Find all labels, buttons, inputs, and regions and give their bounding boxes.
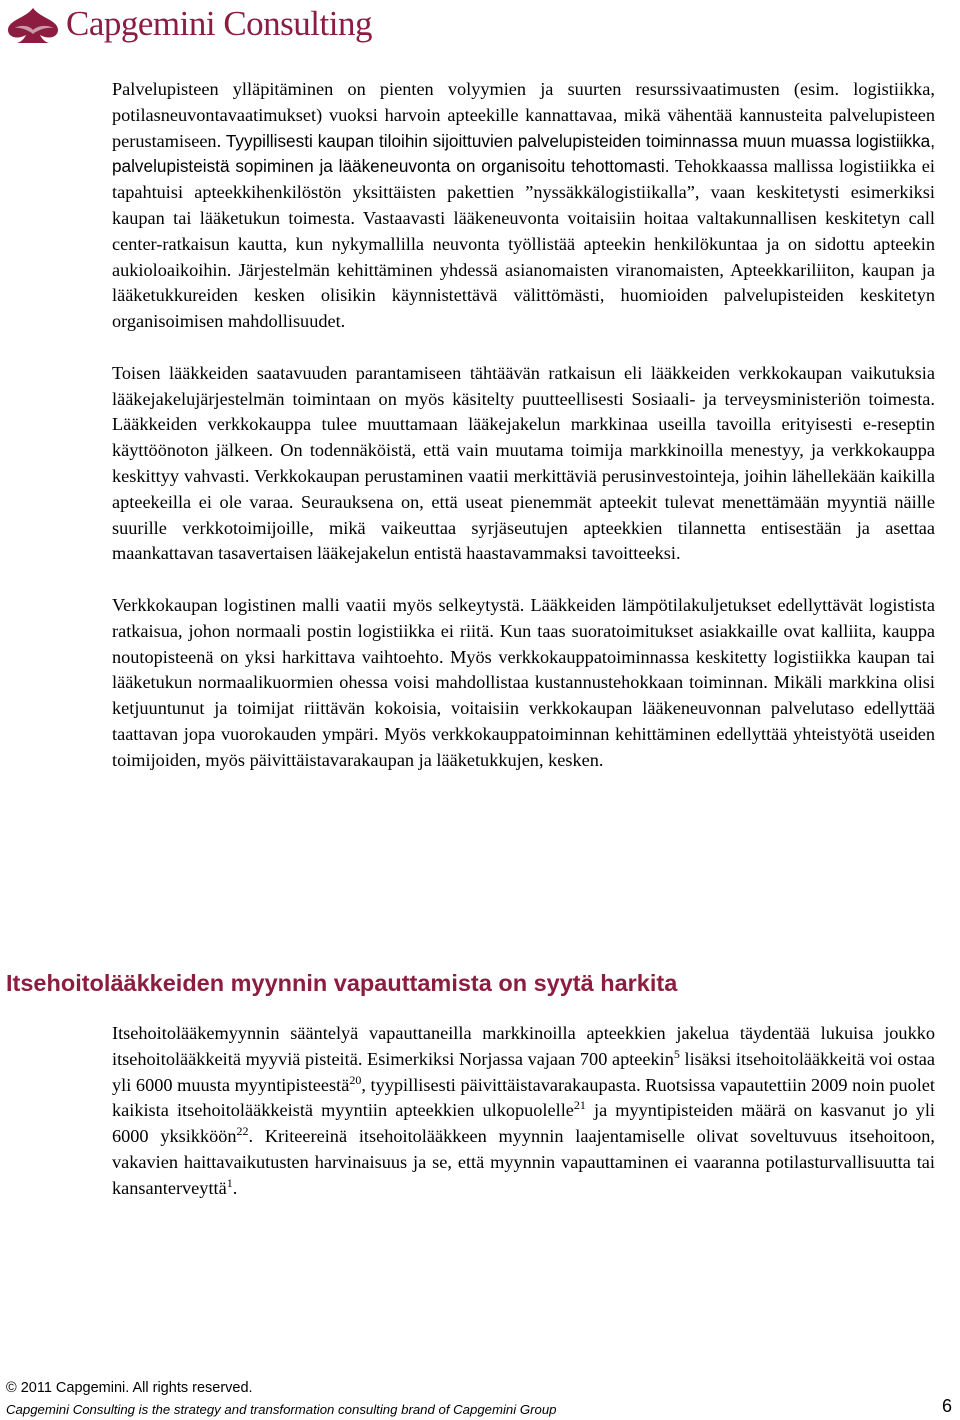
body-section-2 — [112, 1021, 935, 1227]
paragraph-text: . — [232, 1177, 238, 1198]
footnote-ref: 1 — [226, 1175, 233, 1190]
footnote-ref: 22 — [236, 1124, 249, 1139]
section-heading: Itsehoitolääkkeiden myynnin vapauttamista on syytä harkita — [6, 970, 678, 996]
paragraph-otc-sales — [112, 1021, 935, 1202]
paragraph-logistics-model: Verkkokaupan logistinen malli vaatii myös selkeytystä. Lääkkeiden lämpötilakuljetukset edellyttävät logistista ratkaisua, johon normaali postin logistiikka ei riitä. Kun taas suoratoimitukset asiakkaille ovat kalliita, kauppa noutopisteenä on yksi harkittava vaihtoehto. Myös verkkokauppatoiminnassa keskitetty logistiikka kaupan tai lääketukun normaalikuormien ohessa voisi mahdollistaa kustannustehokkaan toiminnan. Mikäli markkina olisi ketjuuntunut ja toimijat riittävän kokoisia, voitaisiin verkkokaupan lääkeneuvonnan palvelutaso edellyttää taattavan jopa vuorokauden ympäri. Myös verkkokauppatoiminnan kehittäminen edellyttää yhteistyötä useiden toimijoiden, myös päivittäistavarakaupan ja lääketukkujen, kesken. — [112, 594, 935, 770]
footnote-ref: 21 — [573, 1098, 586, 1113]
footnote-ref: 20 — [349, 1072, 362, 1087]
paragraph-text: lisäksi itsehoitolääkkeitä voi ostaa yli 6000 muusta myyntipisteestä — [112, 1048, 935, 1095]
paragraph-text: ja myyntipisteiden määrä on kasvanut jo yli 6000 yksikköön — [112, 1100, 935, 1147]
paragraph-text: , tyypillisesti päivittäistavarakaupasta. Ruotsissa vapautettiin 2009 noin puolet kaikista itsehoitolääkkeistä myyntiin apteekkien ulkopuolelle — [112, 1074, 935, 1121]
paragraph-text: Palvelupisteen ylläpitäminen on pienten volyymien ja suurten resurssivaatimusten (esim. logistiikka, potilasneuvontavaatimukset) vuoksi harvoin apteekille kannattavaa, mikä vähentää kannusteita palvelupisteen perustamiseen. — [112, 79, 935, 151]
page-number: 6 — [941, 1396, 952, 1416]
paragraph-service-points — [112, 77, 935, 335]
paragraph-online-pharmacy: Toisen lääkkeiden saatavuuden parantamiseen tähtäävän ratkaisun eli lääkkeiden verkkokaupan vaikutuksia lääkejakelujärjestelmän toimintaan on myös käsitelty puutteellisesti Sosiaali- ja terveysministeriön toimesta. Lääkkeiden verkkokauppa tulee muuttamaan lääkejakelun markkinaa useilla tavoilla erityisesti e-reseptin käyttöönoton jälkeen. On todennäköistä, että vain muutama toimija markkinoilla menestyy, ja verkkokauppa keskittyy vahvasti. Verkkokaupan perustaminen vaatii merkittäviä perusinvestointeja, joihin lähellekään kaikilla apteekeilla ei ole varaa. Seurauksena on, että useat pienemmät apteekit tulevat menettämään myyntiä näille suurille verkkotoimijoille, mikä vaikeuttaa syrjäseutujen apteekkien tilannetta entisestään ja asettaa maankattavan tasavertaisen lääkejakelun entistä haastavammaksi tavoitteeksi. — [112, 362, 935, 564]
footnote-ref: 5 — [673, 1046, 680, 1061]
paragraph-text: Tehokkaassa mallissa logistiikka ei tapahtuisi apteekkihenkilöstön yksittäisten pakettien ”nyssäkkälogistiikalla”, vaan keskitetysti esimerkiksi kaupan tai lääketukun toimesta. Vastaavasti lääkeneuvonta voitaisiin hoitaa valtakunnallisen keskitetyn call center-ratkaisun kautta, kun nykymallilla neuvonta työllistää apteekin henkilökuntaa ja on sidottu apteekin aukioloaikoihin. Järjestelmän kehittäminen yhdessä asianomaisten viranomaisten, Apteekkariliiton, kaupan ja lääketukkureiden kesken olisikin käynnistettävä välittömästi, huomioiden palvelupisteiden keskitetyn organisoimisen mahdollisuudet. — [112, 156, 935, 332]
logo-text: Capgemini Consulting — [66, 4, 372, 43]
spade-logo-icon — [4, 4, 62, 44]
footer-copyright: © 2011 Capgemini. All rights reserved. — [6, 1380, 253, 1396]
paragraph-text: Itsehoitolääkemyynnin sääntelyä vapauttaneilla markkinoilla apteekkien jakelua täydentää lukuisa joukko itsehoitolääkkeitä myyviä pisteitä. Esimerkiksi Norjassa vajaan 700 apteekin — [112, 1023, 935, 1069]
paragraph-text: . Kriteereinä itsehoitolääkkeen myynnin laajentamiselle olivat soveltuvuus itsehoitoon, vakavien haittavaikutusten harvinaisuus ja se, että myynnin vapauttaminen ei vaaranna potilasturvallisuutta tai kansanterveyttä — [112, 1126, 935, 1198]
paragraph-text-sans: Tyypillisesti kaupan tiloihin sijoittuvien palvelupisteiden toiminnassa muun muassa logistiikka, palvelupisteistä sopiminen ja lääkeneuvonta on organisoitu tehottomasti. — [112, 130, 935, 177]
body-section-1 — [112, 77, 935, 799]
header-logo — [4, 2, 372, 46]
footer-brand-line: Capgemini Consulting is the strategy and transformation consulting brand of Capgemini Group — [6, 1402, 557, 1417]
